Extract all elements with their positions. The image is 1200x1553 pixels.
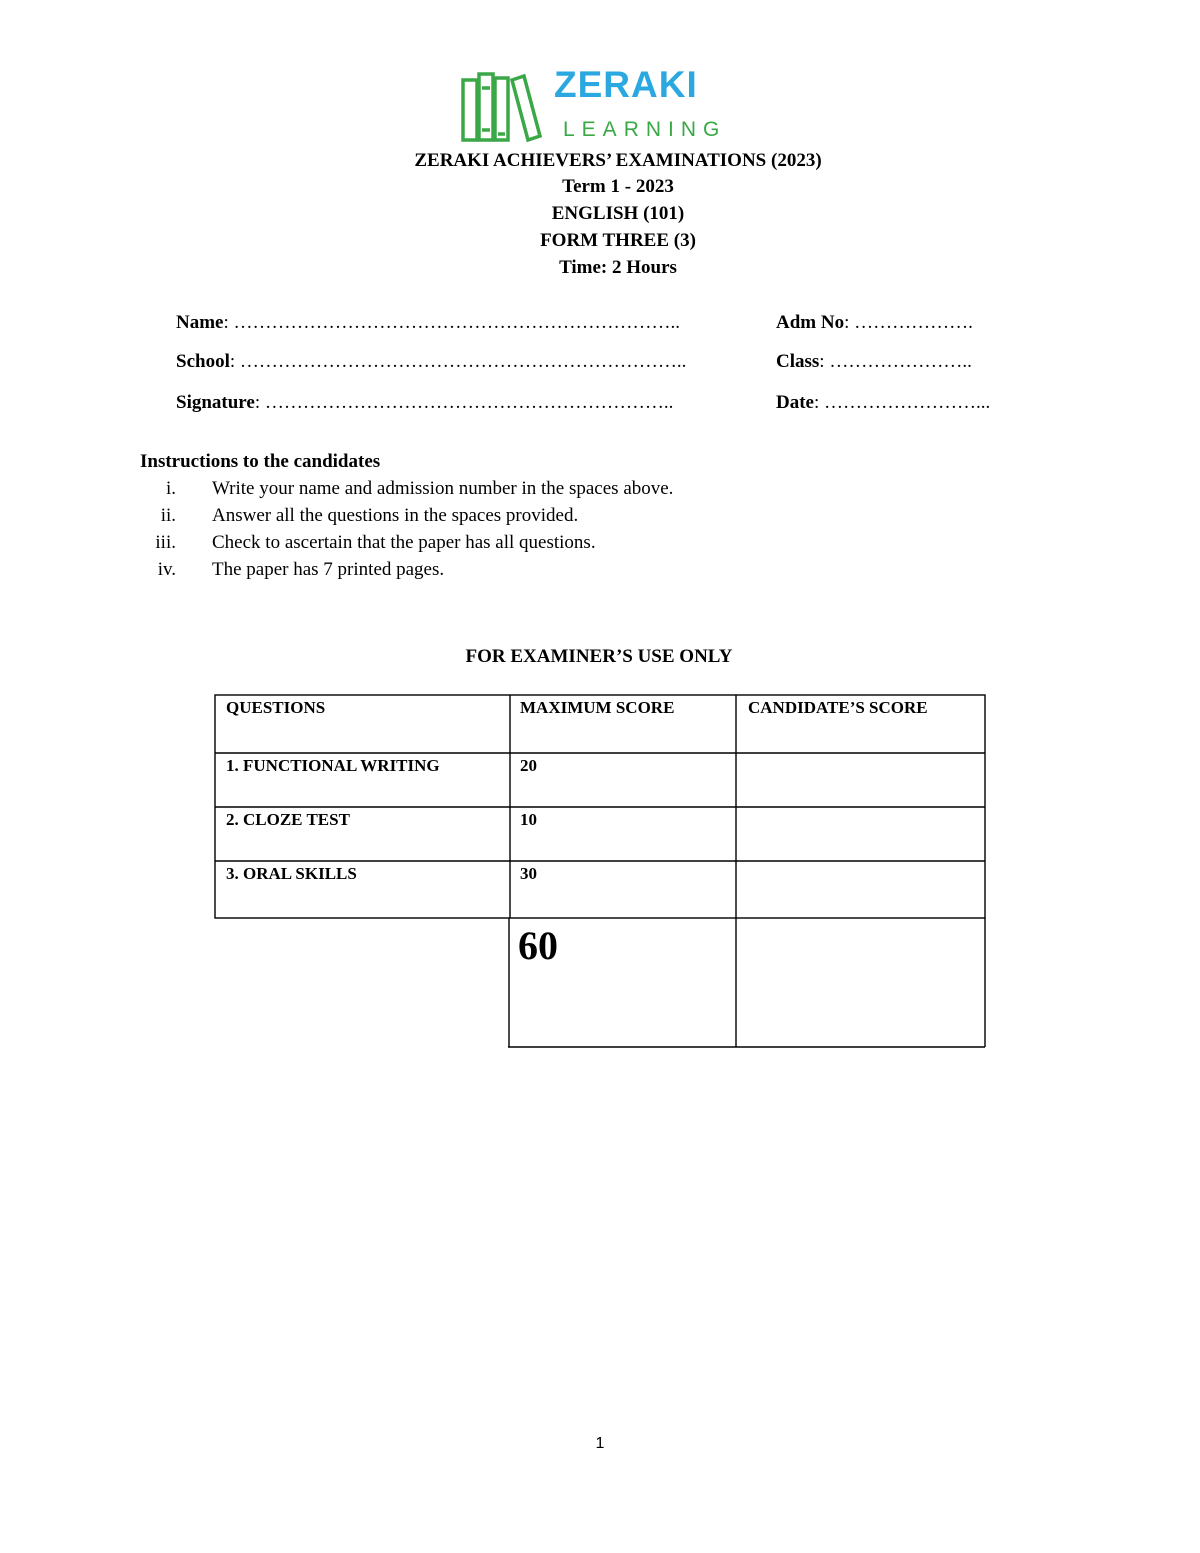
school-label: School [176,351,230,372]
row-max-score: 30 [520,864,537,883]
instructions-title: Instructions to the candidates [140,451,381,472]
column-header-candidate: CANDIDATE’S SCORE [748,698,928,717]
item-text: Answer all the questions in the spaces provided. [212,505,579,526]
logo-name: ZERAKI [554,64,698,105]
instructions-list [140,478,940,586]
exam-title: ZERAKI ACHIEVERS’ EXAMINATIONS (2023) [414,150,822,171]
exam-time: Time: 2 Hours [559,257,677,278]
class-label: Class [776,351,820,372]
item-number: iii. [155,532,176,553]
class-field[interactable]: : ………………….. [819,351,972,372]
row-max-score: 10 [520,810,537,829]
row-question: 2. CLOZE TEST [226,810,350,829]
total-max-score: 60 [518,923,558,968]
exam-subject: ENGLISH (101) [551,203,685,224]
signature-label: Signature [176,392,255,413]
item-number: i. [165,478,176,499]
column-header-maximum: MAXIMUM SCORE [520,698,675,717]
page-number: 1 [595,1435,605,1452]
list-item [140,505,940,532]
row-question: 3. ORAL SKILLS [226,864,357,883]
date-field[interactable]: : ……………………... [813,392,991,413]
name-row [176,312,973,334]
adm-label: Adm No [776,312,845,333]
column-header-questions: QUESTIONS [226,698,326,717]
name-label: Name [176,312,224,333]
date-label: Date [776,392,814,413]
zeraki-logo [460,64,750,144]
books-icon [460,70,544,144]
list-item [140,532,940,559]
school-field[interactable]: : …………………………………………………………….. [229,351,687,372]
list-item [140,559,940,586]
name-field[interactable]: : …………………………………………………………….. [223,312,681,333]
row-max-score: 20 [520,756,537,775]
signature-row [176,392,991,414]
examiner-heading: FOR EXAMINER’S USE ONLY [465,646,733,667]
signature-field[interactable]: : ……………………………………………………….. [254,392,674,413]
item-number: ii. [160,505,176,526]
row-question: 1. FUNCTIONAL WRITING [226,756,440,775]
list-item [140,478,940,505]
item-text: Write your name and admission number in the spaces above. [212,478,674,499]
item-text: The paper has 7 printed pages. [212,559,445,580]
exam-term: Term 1 - 2023 [562,176,674,197]
logo-tagline: LEARNING [563,118,727,141]
exam-form: FORM THREE (3) [540,230,696,251]
adm-field[interactable]: : ………………. [844,312,973,333]
item-number: iv. [157,559,176,580]
school-row [176,351,972,373]
item-text: Check to ascertain that the paper has all questions. [212,532,596,553]
